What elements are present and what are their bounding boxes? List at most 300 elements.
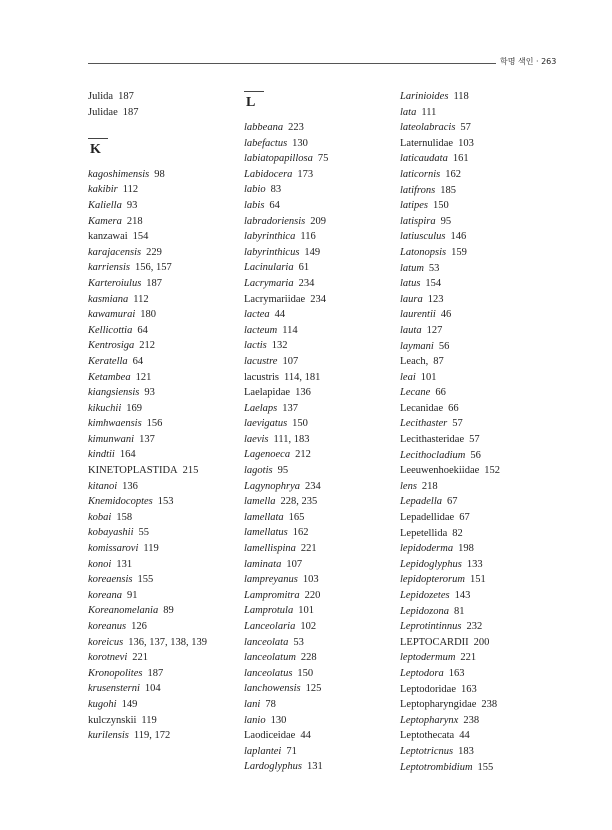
index-term: Lecithasteridae [400, 434, 465, 446]
index-entry [400, 120, 500, 136]
index-term: koreaensis [88, 574, 133, 586]
index-term: laurentii [400, 309, 436, 321]
index-entry [244, 588, 328, 604]
index-term: lamellispina [244, 543, 296, 555]
index-pages: 53 [428, 262, 440, 274]
index-term: Lecithaster [400, 418, 448, 430]
index-term: Lardoglyphus [244, 761, 302, 773]
index-term: koreanus [88, 621, 127, 632]
index-entry [244, 198, 328, 214]
index-term: lactea [244, 309, 270, 321]
index-term: latus [400, 278, 421, 290]
index-pages: 133 [466, 558, 483, 570]
index-term: Keratella [88, 355, 128, 367]
index-pages: 180 [140, 309, 156, 321]
index-entry [88, 713, 207, 729]
index-pages: 56 [470, 449, 481, 461]
index-term: latipes [400, 200, 428, 212]
index-pages: 221 [132, 652, 149, 664]
index-term: Lacinularia [244, 262, 294, 274]
index-pages: 64 [137, 324, 148, 336]
index-term: lacteum [244, 324, 278, 336]
index-term: Knemidocoptes [88, 496, 153, 508]
index-term: Laelaps [244, 402, 278, 414]
index-entry [400, 526, 500, 542]
index-term: lens [400, 480, 417, 492]
index-pages: 136 [295, 387, 311, 399]
index-pages: 220 [304, 589, 321, 601]
index-pages: 95 [277, 465, 289, 477]
index-pages: 149 [304, 246, 321, 258]
index-term: Lacrymariidae [244, 293, 306, 305]
index-pages: 234 [310, 293, 326, 305]
index-term: latispira [400, 215, 436, 227]
index-term: leptodermum [400, 652, 456, 664]
index-pages: 119, 172 [133, 730, 171, 742]
index-term: kimunwani [88, 433, 135, 445]
index-term: kurilensis [88, 730, 129, 742]
index-entry [400, 276, 500, 292]
index-term: Leach, [400, 356, 429, 368]
index-term: Kamera [88, 215, 122, 227]
index-entry [400, 245, 500, 261]
index-term: Kronopolites [88, 667, 143, 679]
index-entry [400, 588, 500, 604]
index-entry [88, 588, 207, 604]
index-term: Leptothecata [400, 730, 455, 742]
index-entry [88, 260, 207, 276]
index-entry [88, 463, 207, 479]
index-term: Leptotricnus [400, 745, 454, 757]
index-entry [88, 338, 207, 354]
index-pages: 150 [297, 667, 314, 679]
index-pages: 164 [119, 449, 136, 461]
index-pages: 64 [269, 199, 280, 211]
index-pages: 93 [126, 199, 138, 211]
index-term: lanchowensis [244, 683, 301, 695]
index-entry [244, 713, 328, 729]
index-term: Leptotrombidium [400, 761, 473, 773]
index-entry [244, 697, 328, 713]
index-pages: 150 [433, 200, 449, 212]
index-entry [244, 245, 328, 261]
index-pages: 101 [298, 605, 314, 617]
index-term: Leptopharynx [400, 714, 459, 726]
index-term: lanceolatum [244, 652, 296, 664]
index-entry [400, 198, 500, 214]
index-entry [88, 697, 207, 713]
index-pages: 238 [481, 699, 498, 711]
index-pages: 119 [143, 543, 159, 555]
index-term: lampreyanus [244, 574, 298, 586]
index-pages: 44 [459, 730, 470, 742]
index-term: kagoshimensis [88, 168, 150, 180]
index-entry [88, 385, 207, 401]
index-pages: 137 [282, 402, 299, 414]
index-term: leai [400, 371, 416, 383]
index-pages: 149 [121, 698, 138, 710]
index-term: lamellatus [244, 527, 288, 539]
index-term: lani [244, 698, 261, 710]
index-entry [88, 447, 207, 463]
index-entry [400, 448, 500, 464]
index-entry [88, 354, 207, 370]
index-pages: 151 [469, 574, 486, 586]
index-entry [244, 525, 328, 541]
index-pages: 111 [421, 106, 437, 118]
index-term: labiatopapillosa [244, 153, 313, 165]
index-entry [400, 105, 500, 121]
index-entry [88, 292, 207, 308]
index-term: Larinioides [400, 91, 449, 102]
index-pages: 91 [127, 589, 138, 601]
index-term: Lepetellida [400, 527, 448, 539]
index-pages: 161 [452, 153, 469, 165]
index-term: Laodiceidae [244, 730, 296, 742]
index-pages: 215 [182, 465, 199, 477]
index-entry [88, 229, 207, 245]
index-pages: 223 [288, 122, 304, 133]
index-pages: 112 [122, 184, 139, 196]
index-pages: 218 [126, 215, 143, 227]
index-pages: 131 [116, 558, 133, 570]
section-letter: K [90, 141, 101, 157]
index-pages: 163 [460, 683, 477, 695]
index-entry [244, 229, 328, 245]
index-entry [244, 603, 328, 619]
index-entry [88, 89, 207, 105]
index-pages: 66 [435, 387, 446, 399]
index-pages: 234 [298, 277, 315, 289]
index-pages: 83 [270, 184, 282, 196]
index-pages: 146 [450, 231, 467, 243]
index-pages: 44 [300, 730, 311, 742]
index-pages: 125 [305, 683, 322, 695]
index-pages: 56 [438, 340, 450, 352]
index-term: Labidocera [244, 168, 293, 180]
index-term: latifrons [400, 184, 436, 196]
index-pages: 165 [288, 511, 305, 523]
index-entry [400, 572, 500, 588]
index-entry [244, 557, 328, 573]
index-term: kobayashii [88, 527, 134, 539]
index-term: lacustre [244, 355, 278, 367]
index-entry [88, 557, 207, 573]
index-pages: 155 [477, 761, 494, 773]
index-pages: 95 [440, 215, 452, 227]
index-entry [244, 510, 328, 526]
index-term: Lepidoglyphus [400, 558, 462, 570]
index-entry [400, 401, 500, 417]
index-pages: 154 [425, 278, 442, 290]
index-term: laevigatus [244, 418, 288, 430]
index-term: lagotis [244, 465, 273, 477]
index-term: Kellicottia [88, 324, 133, 336]
index-entry [88, 572, 207, 588]
index-term: komissarovi [88, 543, 139, 555]
index-term: Lecithocladium [400, 449, 466, 461]
index-pages: 53 [293, 636, 304, 648]
index-entry [244, 338, 328, 354]
index-pages: 67 [459, 512, 470, 524]
index-term: laminata [244, 558, 282, 570]
index-entry [400, 604, 500, 620]
index-entry [400, 494, 500, 510]
index-entry [400, 697, 500, 713]
index-pages: 127 [426, 324, 443, 336]
index-entry [244, 619, 328, 635]
index-term: konoi [88, 558, 112, 570]
index-term: lauta [400, 324, 422, 336]
index-pages: 173 [297, 168, 314, 180]
index-entry [88, 105, 207, 121]
index-entry [88, 510, 207, 526]
index-pages: 143 [454, 590, 471, 601]
index-pages: 137 [139, 433, 155, 445]
index-pages: 71 [286, 745, 297, 757]
index-term: kugohi [88, 698, 117, 710]
index-entry [88, 245, 207, 261]
section-letter: L [246, 95, 256, 110]
index-pages: 162 [292, 527, 309, 539]
index-term: Lepidozona [400, 605, 450, 617]
index-term: korotnevi [88, 652, 128, 664]
index-pages: 93 [144, 387, 155, 399]
index-entry [400, 619, 500, 635]
index-term: Lacrymaria [244, 277, 294, 289]
index-term: kanzawai [88, 231, 128, 243]
index-pages: 111, 183 [273, 433, 310, 445]
index-column-2 [244, 89, 328, 775]
index-term: Lagenoeca [244, 449, 291, 461]
index-pages: 64 [132, 355, 144, 367]
index-term: Laelapidae [244, 387, 291, 399]
index-term: Lepidozetes [400, 590, 450, 601]
index-entry [88, 182, 207, 198]
index-entry [400, 744, 500, 760]
index-entry [244, 479, 328, 495]
index-pages: 118 [453, 91, 469, 102]
index-entry [400, 650, 500, 666]
index-term: latiusculus [400, 231, 446, 243]
index-pages: 78 [265, 698, 276, 710]
index-term: labis [244, 199, 265, 211]
index-entry [244, 541, 328, 557]
index-entry [88, 167, 207, 183]
index-pages: 57 [460, 122, 471, 134]
index-pages: 212 [139, 340, 156, 352]
index-entry [400, 307, 500, 323]
index-term: kindtii [88, 449, 115, 461]
index-pages: 61 [298, 262, 310, 274]
index-pages: 228, 235 [280, 496, 318, 508]
index-term: labio [244, 184, 266, 196]
index-entry [244, 307, 328, 323]
index-term: labbeana [244, 122, 284, 133]
index-pages: 198 [458, 543, 474, 555]
index-entry [244, 120, 328, 136]
index-term: laevis [244, 433, 269, 445]
index-pages: 102 [300, 621, 317, 632]
index-pages: 221 [300, 543, 317, 555]
index-entry [244, 447, 328, 463]
section-heading [244, 89, 328, 120]
index-pages: 66 [448, 402, 459, 414]
index-pages: 98 [154, 168, 165, 180]
index-pages: 232 [466, 621, 483, 633]
index-entry [400, 151, 500, 167]
index-term: Leeuwenhoekiidae [400, 465, 480, 477]
index-pages: 221 [460, 652, 477, 664]
index-term: kiangsiensis [88, 387, 140, 399]
index-entry [400, 261, 500, 277]
index-term: Lagynophrya [244, 480, 300, 492]
index-entry [400, 416, 500, 432]
index-term: kikuchii [88, 402, 122, 414]
index-entry [400, 713, 500, 729]
index-pages: 75 [317, 153, 329, 165]
index-pages: 158 [116, 511, 133, 523]
index-term: lactis [244, 340, 267, 352]
index-term: laura [400, 293, 423, 305]
index-pages: 162 [445, 168, 462, 180]
index-pages: 126 [131, 621, 147, 632]
index-term: Julidae [88, 106, 118, 118]
index-entry [244, 728, 328, 744]
index-term: lamellata [244, 511, 284, 523]
index-entry [244, 323, 328, 339]
index-term: lepidopterorum [400, 574, 465, 586]
index-entry [400, 292, 500, 308]
index-pages: 103 [458, 137, 474, 149]
section-rule [88, 138, 108, 139]
index-term: karajacensis [88, 246, 142, 258]
index-entry [400, 479, 500, 495]
index-entry [400, 728, 500, 744]
index-entry [244, 292, 328, 308]
index-entry [244, 167, 328, 183]
index-entry [400, 760, 500, 776]
index-pages: 101 [420, 371, 437, 383]
index-term: kitanoi [88, 480, 118, 492]
index-entry [244, 182, 328, 198]
index-pages: 132 [271, 340, 288, 352]
index-term: kulczynskii [88, 714, 137, 726]
index-pages: 136 [122, 480, 138, 492]
index-pages: 150 [292, 418, 308, 430]
index-pages: 107 [282, 355, 299, 367]
index-entry [88, 494, 207, 510]
index-pages: 156, 157 [135, 262, 172, 274]
index-entry [244, 759, 328, 775]
index-entry [88, 307, 207, 323]
index-term: labyrinthica [244, 231, 296, 243]
index-term: Lecanidae [400, 402, 444, 414]
index-entry [244, 572, 328, 588]
index-entry [88, 635, 207, 651]
index-pages: 159 [451, 246, 467, 258]
index-term: kobai [88, 511, 112, 523]
index-pages: 44 [274, 309, 286, 321]
index-entry [88, 370, 207, 386]
index-term: laymani [400, 340, 434, 352]
index-entry [244, 214, 328, 230]
index-pages: 89 [163, 605, 174, 617]
index-entry [400, 510, 500, 526]
index-entry [88, 525, 207, 541]
index-pages: 187 [147, 667, 164, 679]
index-term: Kentrosiga [88, 340, 135, 352]
index-pages: 156 [146, 418, 163, 430]
index-entry [400, 89, 500, 105]
index-entry [400, 432, 500, 448]
index-pages: 183 [458, 745, 474, 757]
index-term: koreicus [88, 636, 124, 648]
index-pages: 212 [295, 449, 311, 461]
index-term: Leptodora [400, 667, 444, 679]
section-rule [244, 91, 264, 92]
index-entry [244, 260, 328, 276]
index-entry [88, 666, 207, 682]
index-pages: 130 [270, 714, 287, 726]
index-entry [244, 681, 328, 697]
index-pages: 107 [286, 558, 303, 570]
index-term: laticornis [400, 168, 441, 180]
index-entry [88, 541, 207, 557]
index-term: Karteroiulus [88, 277, 142, 289]
index-entry [88, 728, 207, 744]
index-entry [88, 650, 207, 666]
index-pages: 116 [300, 231, 316, 243]
index-term: lacustris [244, 371, 279, 383]
running-header: 학명 색인 · 263 [500, 57, 557, 66]
index-entry [400, 385, 500, 401]
index-entry [400, 339, 500, 355]
index-term: laticaudata [400, 153, 448, 165]
index-pages: 228 [300, 652, 317, 664]
index-entry [88, 432, 207, 448]
index-entry [244, 354, 328, 370]
index-entry [400, 183, 500, 199]
index-pages: 155 [137, 574, 154, 586]
index-entry [88, 479, 207, 495]
index-entry [400, 136, 500, 152]
index-term: labradoriensis [244, 215, 306, 227]
index-entry [400, 541, 500, 557]
index-entry [400, 370, 500, 386]
index-pages: 153 [157, 496, 174, 508]
index-term: Ketambea [88, 371, 131, 383]
index-entry [400, 167, 500, 183]
index-term: koreana [88, 589, 123, 601]
index-pages: 234 [305, 480, 321, 492]
index-entry [88, 214, 207, 230]
index-term: kakibir [88, 184, 118, 196]
index-entry [244, 650, 328, 666]
index-term: lanceolatus [244, 667, 293, 679]
index-pages: 46 [440, 309, 452, 321]
index-term: Lampromitra [244, 589, 300, 601]
index-term: Latonopsis [400, 246, 447, 258]
index-entry [244, 635, 328, 651]
index-entry [244, 494, 328, 510]
index-term: lepidoderma [400, 543, 454, 555]
index-term: LEPTOCARDII [400, 636, 469, 648]
index-pages: 123 [427, 293, 444, 305]
index-term: Leptodoridae [400, 683, 456, 695]
index-term: Lepadella [400, 496, 442, 508]
index-pages: 57 [469, 434, 480, 446]
